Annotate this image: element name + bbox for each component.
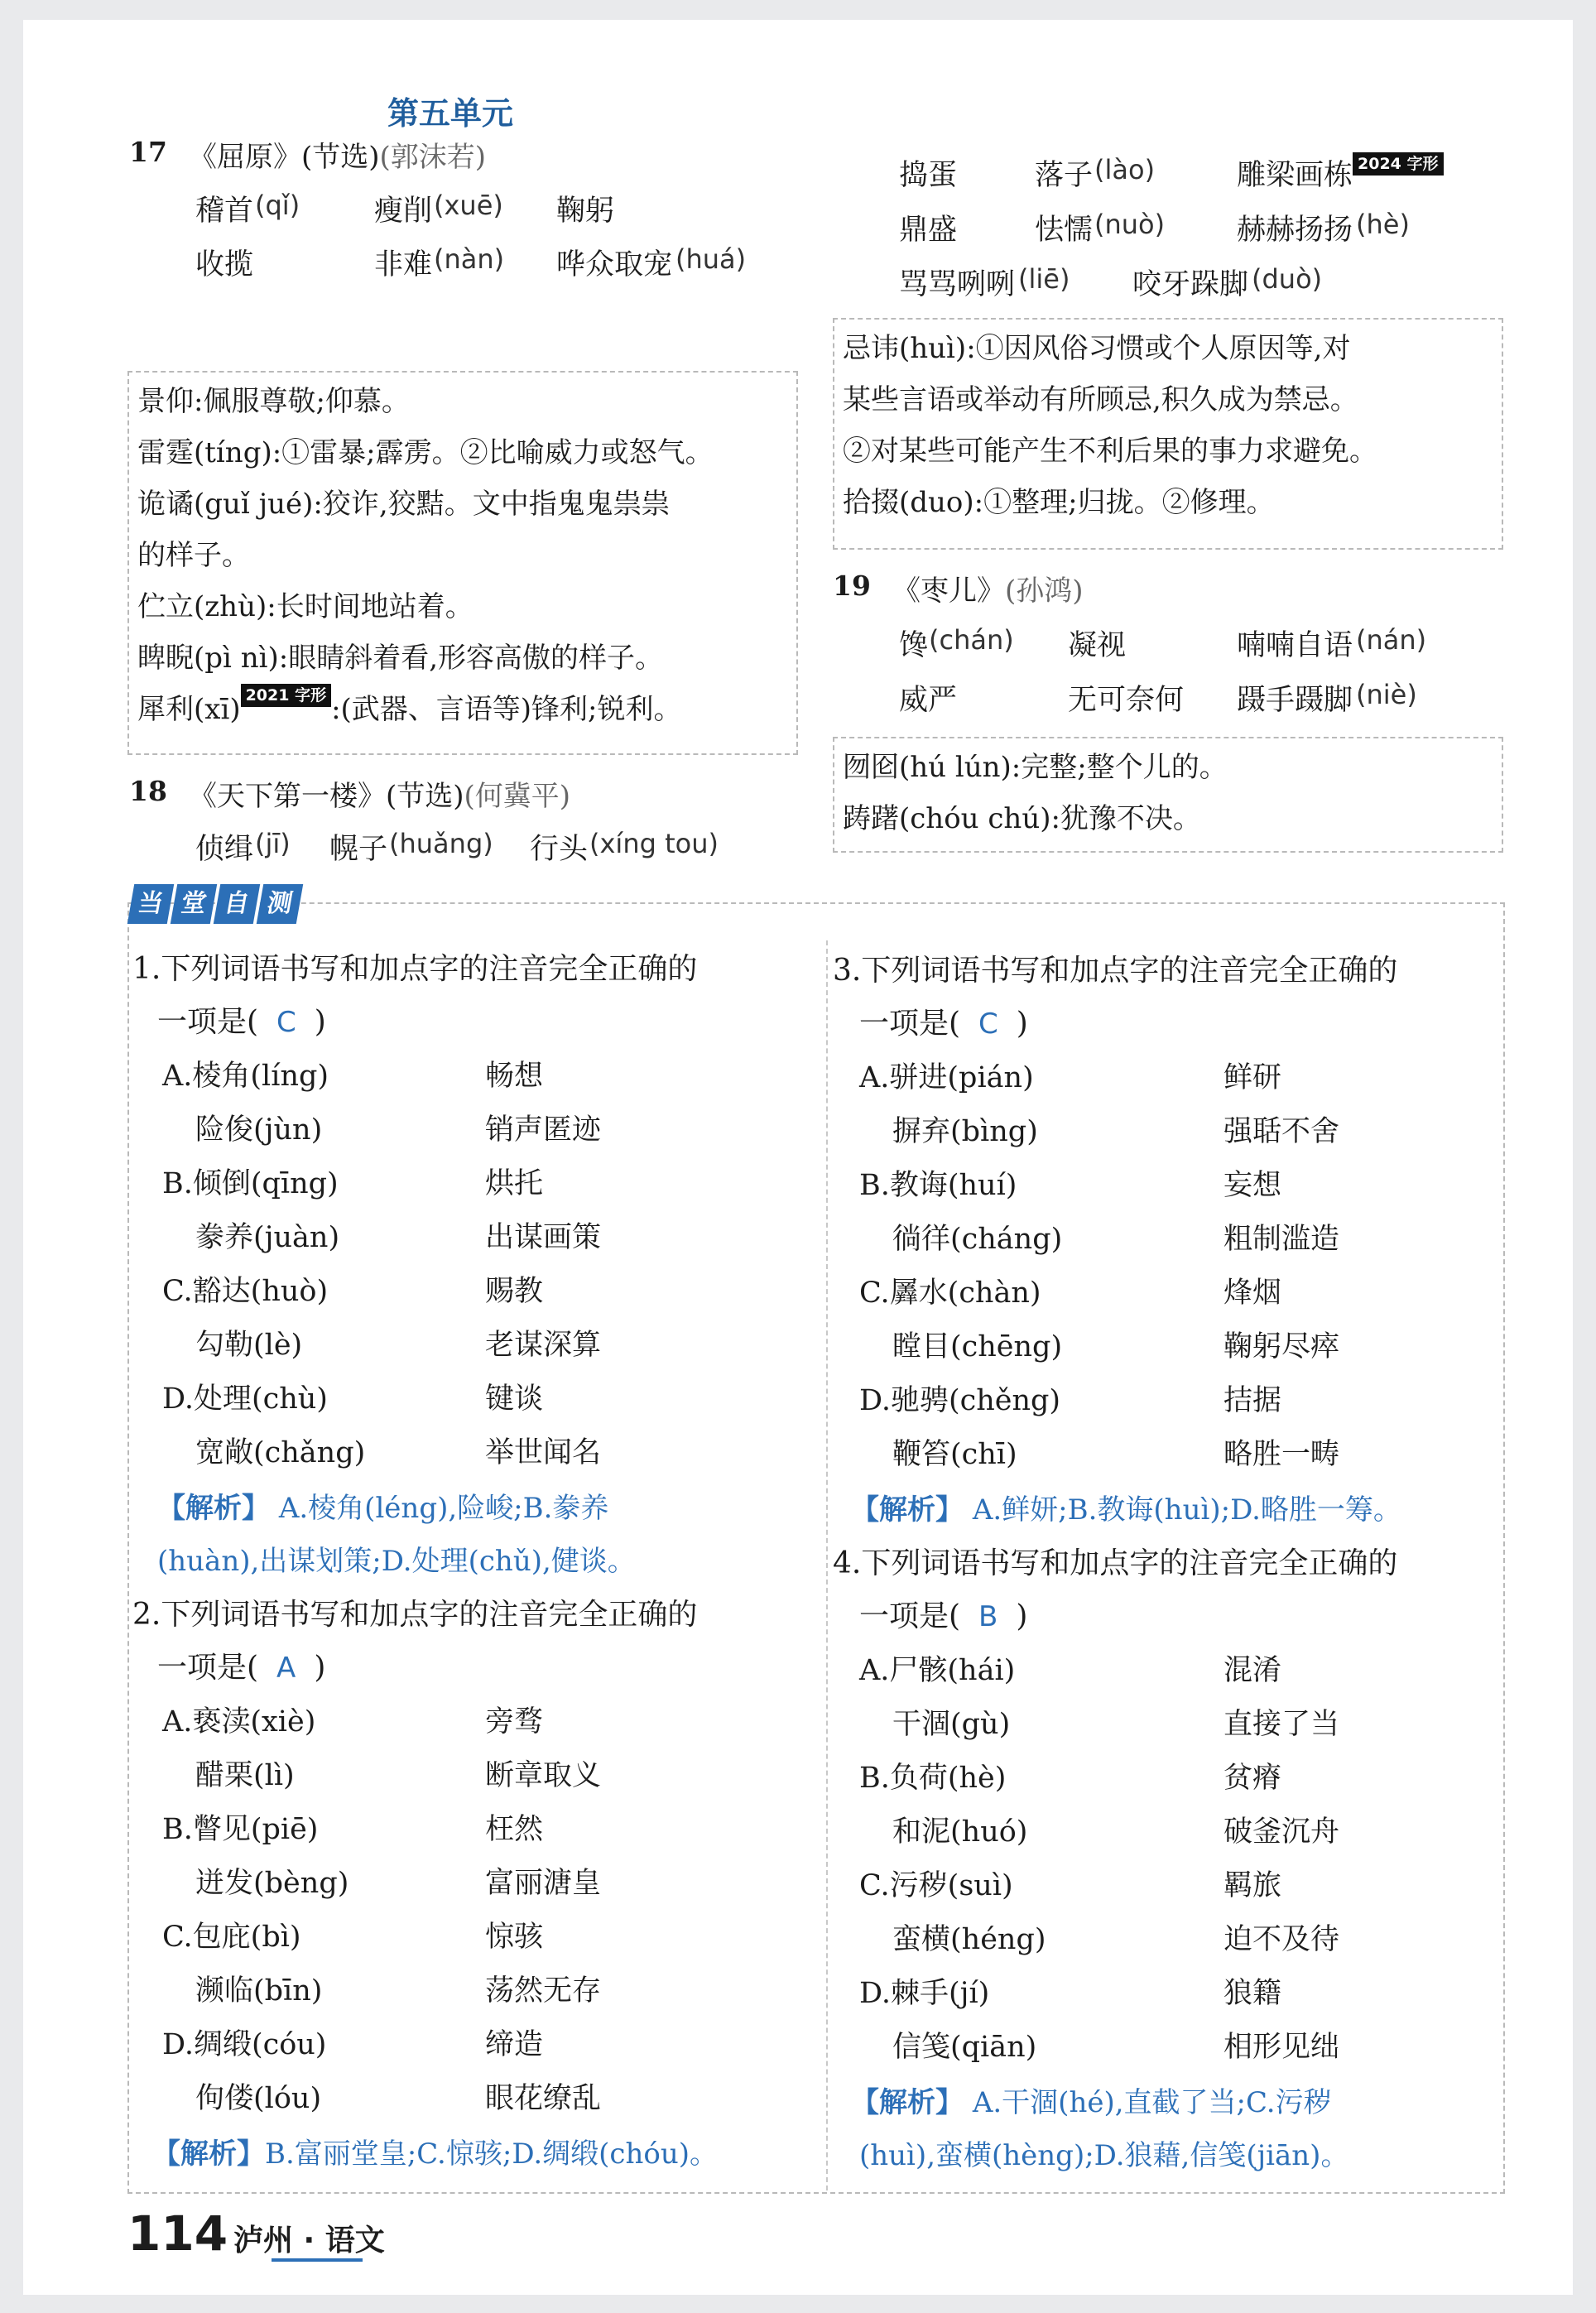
option: 勾勒(lè) bbox=[195, 1329, 303, 1362]
option: 老谋深算 bbox=[485, 1329, 602, 1362]
question-2-stem-line2: 一项是( A ) bbox=[157, 1651, 326, 1685]
word-pinyin: (duò) bbox=[1252, 263, 1323, 295]
question-1-stem-line2: 一项是( C ) bbox=[157, 1005, 326, 1039]
word-item: 幌子 bbox=[329, 833, 388, 866]
option: B.教诲(huí) bbox=[859, 1169, 1017, 1202]
option: 混淆 bbox=[1223, 1654, 1282, 1687]
option: A.棱角(líng) bbox=[162, 1060, 329, 1093]
option: 狼籍 bbox=[1223, 1977, 1282, 2010]
option: 鲜研 bbox=[1223, 1061, 1282, 1094]
textbook-page bbox=[23, 20, 1573, 2295]
definition-line: 的样子。 bbox=[137, 539, 250, 572]
option: 惊骇 bbox=[485, 1921, 544, 1954]
option: 销声匿迹 bbox=[485, 1113, 602, 1147]
definition-line: 囫囵(hú lún):完整;整个儿的。 bbox=[843, 751, 1228, 784]
option: 烽烟 bbox=[1223, 1277, 1282, 1310]
option: 徜徉(cháng) bbox=[892, 1223, 1063, 1256]
lesson-19-author: (孙鸿) bbox=[1005, 575, 1084, 608]
definition-line: ②对某些可能产生不利后果的事力求避免。 bbox=[843, 435, 1377, 468]
option: 富丽溏皇 bbox=[485, 1867, 602, 1900]
option: 瞠目(chēng) bbox=[892, 1330, 1063, 1363]
word-item: 非难 bbox=[374, 248, 433, 281]
option: 断章取义 bbox=[485, 1759, 602, 1792]
word-pinyin: (hè) bbox=[1356, 209, 1410, 240]
definition-line: 忌讳(huì):①因风俗习惯或个人原因等,对 bbox=[843, 332, 1351, 365]
option: C.污秽(suì) bbox=[859, 1869, 1013, 1902]
option: 强聒不舍 bbox=[1223, 1115, 1340, 1148]
badge-2021: 2021 字形 bbox=[241, 684, 332, 707]
option: 羁旅 bbox=[1223, 1869, 1282, 1902]
option: C.豁达(huò) bbox=[162, 1275, 329, 1308]
badge-2024: 2024 字形 bbox=[1353, 152, 1444, 176]
option: C.包庇(bì) bbox=[162, 1921, 301, 1954]
word-item: 哗众取宠 bbox=[556, 248, 673, 281]
option: B.瞥见(piē) bbox=[162, 1813, 319, 1846]
self-test-char: 自 bbox=[214, 884, 260, 924]
word-pinyin: (chán) bbox=[929, 624, 1014, 656]
definition-line: 某些言语或举动有所顾忌,积久成为禁忌。 bbox=[843, 383, 1358, 416]
word-item: 蹑手蹑脚 bbox=[1237, 684, 1353, 717]
word-item: 收揽 bbox=[195, 248, 254, 281]
word-item: 怯懦 bbox=[1035, 214, 1094, 247]
lesson-19-heading bbox=[892, 568, 1084, 608]
lesson-17-author: (郭沫若) bbox=[379, 141, 487, 174]
option: 旁骛 bbox=[485, 1705, 544, 1738]
definition-text: :(武器、言语等)锋利;锐利。 bbox=[331, 693, 682, 726]
definition-line bbox=[137, 684, 788, 735]
lesson-17-heading bbox=[189, 134, 486, 175]
word-item: 咬牙跺脚 bbox=[1132, 268, 1249, 301]
option: A.亵渎(xiè) bbox=[162, 1705, 316, 1738]
question-4-analysis-line2: (huì),蛮横(hèng);D.狼藉,信笺(jiān)。 bbox=[859, 2139, 1349, 2172]
definition-line: 踌躇(chóu chú):犹豫不决。 bbox=[843, 802, 1201, 835]
word-item: 馋 bbox=[899, 629, 929, 662]
definition-line: 伫立(zhù):长时间地站着。 bbox=[137, 590, 474, 623]
question-4-answer: B bbox=[978, 1600, 998, 1633]
column-divider bbox=[826, 940, 828, 2190]
word-item: 凝视 bbox=[1068, 629, 1127, 662]
option: 迸发(bèng) bbox=[195, 1867, 349, 1900]
word-item: 喃喃自语 bbox=[1237, 629, 1353, 662]
self-test-char: 当 bbox=[127, 884, 174, 924]
self-test-banner bbox=[131, 884, 300, 926]
word-pinyin: (huá) bbox=[675, 243, 747, 275]
word-item: 鼎盛 bbox=[899, 214, 958, 247]
lesson-18-number: 18 bbox=[129, 775, 167, 807]
option: A.尸骸(hái) bbox=[859, 1654, 1016, 1687]
option: 眼花缭乱 bbox=[485, 2082, 602, 2115]
word-pinyin: (liē) bbox=[1018, 263, 1070, 295]
question-1-stem: 1.下列词语书写和加点字的注音完全正确的 bbox=[132, 952, 698, 986]
option: 信笺(qiān) bbox=[892, 2031, 1037, 2064]
option: 濒临(bīn) bbox=[195, 1974, 323, 2008]
question-4-stem: 4.下列词语书写和加点字的注音完全正确的 bbox=[833, 1546, 1398, 1580]
word-item: 雕梁画栋 2024 字形 bbox=[1237, 152, 1444, 194]
lesson-19-number: 19 bbox=[833, 570, 871, 602]
option: 略胜一畴 bbox=[1223, 1438, 1340, 1471]
footer-label: 泸州 · 语文 bbox=[233, 2224, 385, 2258]
option: 荡然无存 bbox=[485, 1974, 602, 2008]
word-pinyin: (xuē) bbox=[434, 190, 503, 221]
option: 摒弃(bìng) bbox=[892, 1115, 1038, 1148]
question-1-analysis: 【解析】 A.棱角(léng),险峻;B.豢养 bbox=[157, 1492, 609, 1525]
option: 和泥(huó) bbox=[892, 1815, 1028, 1849]
word-item: 落子 bbox=[1035, 159, 1094, 192]
word-item: 骂骂咧咧 bbox=[899, 268, 1016, 301]
page-number: 114 bbox=[127, 2205, 228, 2262]
question-4-stem-line2: 一项是( B ) bbox=[859, 1599, 1028, 1633]
word-item: 瘦削 bbox=[374, 195, 433, 228]
option: 相形见绌 bbox=[1223, 2031, 1340, 2064]
option: 妄想 bbox=[1223, 1169, 1282, 1202]
option: C.羼水(chàn) bbox=[859, 1277, 1041, 1310]
question-4-analysis: 【解析】 A.干涸(hé),直截了当;C.污秽 bbox=[851, 2086, 1332, 2119]
lesson-19-definitions bbox=[833, 737, 1503, 853]
option: 鞭笞(chī) bbox=[892, 1438, 1017, 1471]
word-item: 鞠躬 bbox=[556, 195, 615, 228]
word-pinyin: (xíng tou) bbox=[589, 828, 719, 859]
lesson-17-number: 17 bbox=[129, 136, 167, 168]
definition-line: 诡谲(guǐ jué):狡诈,狡黠。文中指鬼鬼祟祟 bbox=[137, 488, 670, 521]
option: 迫不及待 bbox=[1223, 1923, 1340, 1956]
option: D.棘手(jí) bbox=[859, 1977, 990, 2010]
lesson-18-title: 《天下第一楼》(节选) bbox=[189, 780, 464, 813]
option: 蛮横(héng) bbox=[892, 1923, 1046, 1956]
option: 枉然 bbox=[485, 1813, 544, 1846]
unit-title: 第五单元 bbox=[387, 94, 514, 132]
question-1-answer: C bbox=[276, 1006, 296, 1039]
definition-line: 拾掇(duo):①整理;归拢。②修理。 bbox=[843, 486, 1275, 519]
lesson-17-definitions bbox=[127, 371, 798, 755]
word-pinyin: (qǐ) bbox=[255, 190, 300, 221]
question-3-stem: 3.下列词语书写和加点字的注音完全正确的 bbox=[833, 954, 1398, 988]
footer-underline bbox=[272, 2258, 363, 2262]
option: 贫瘠 bbox=[1223, 1762, 1282, 1795]
word-pinyin: (nuò) bbox=[1094, 209, 1166, 240]
definition-line: 景仰:佩服尊敬;仰慕。 bbox=[137, 385, 410, 418]
option: 险俊(jùn) bbox=[195, 1113, 323, 1147]
option: 粗制滥造 bbox=[1223, 1223, 1340, 1256]
option: 烘托 bbox=[485, 1167, 544, 1200]
option: 举世闻名 bbox=[485, 1436, 602, 1469]
question-3-stem-line2: 一项是( C ) bbox=[859, 1007, 1028, 1041]
word-item: 赫赫扬扬 bbox=[1237, 214, 1353, 247]
lesson-18-author: (何冀平) bbox=[464, 780, 571, 813]
option: 出谋画策 bbox=[485, 1221, 602, 1254]
option: A.骈进(pián) bbox=[859, 1061, 1034, 1094]
word-pinyin: (nàn) bbox=[434, 243, 505, 275]
word-item: 稽首 bbox=[195, 195, 254, 228]
option: 干涸(gù) bbox=[892, 1708, 1011, 1741]
lesson-17-title: 《屈原》(节选) bbox=[189, 141, 380, 174]
question-1-analysis-line2: (huàn),出谋划策;D.处理(chǔ),健谈。 bbox=[157, 1545, 636, 1578]
option: B.倾倒(qīng) bbox=[162, 1167, 339, 1200]
word-item: 无可奈何 bbox=[1068, 684, 1185, 717]
question-3-answer: C bbox=[978, 1007, 998, 1041]
self-test-char: 测 bbox=[257, 884, 303, 924]
word-pinyin: (nán) bbox=[1356, 624, 1427, 656]
definition-term: 犀利(xī) bbox=[137, 693, 241, 726]
option: 豢养(juàn) bbox=[195, 1221, 340, 1254]
option: 畅想 bbox=[485, 1060, 544, 1093]
word-item: 侦缉 bbox=[195, 833, 254, 866]
option: 缔造 bbox=[485, 2028, 544, 2061]
word-pinyin: (jī) bbox=[255, 828, 291, 859]
lesson-18-definitions bbox=[833, 318, 1503, 550]
word-item: 捣蛋 bbox=[899, 159, 958, 192]
option: 宽敞(chǎng) bbox=[195, 1436, 366, 1469]
definition-line: 睥睨(pì nì):眼睛斜着看,形容高傲的样子。 bbox=[137, 642, 664, 675]
lesson-19-title: 《枣儿》 bbox=[892, 575, 1005, 608]
option: D.绸缎(cóu) bbox=[162, 2028, 327, 2061]
self-test-char: 堂 bbox=[171, 884, 217, 924]
question-2-stem: 2.下列词语书写和加点字的注音完全正确的 bbox=[132, 1598, 698, 1632]
option: 拮据 bbox=[1223, 1384, 1282, 1417]
word-pinyin: (huǎng) bbox=[389, 828, 493, 859]
option: 赐教 bbox=[485, 1275, 544, 1308]
option: 破釜沉舟 bbox=[1223, 1815, 1340, 1849]
question-2-analysis: 【解析】B.富丽堂皇;C.惊骇;D.绸缎(chóu)。 bbox=[152, 2137, 719, 2171]
definition-line: 雷霆(tíng):①雷暴;霹雳。②比喻威力或怒气。 bbox=[137, 436, 714, 469]
option: 鞠躬尽瘁 bbox=[1223, 1330, 1340, 1363]
option: 佝偻(lóu) bbox=[195, 2082, 322, 2115]
lesson-18-heading bbox=[189, 773, 570, 814]
word-pinyin: (lào) bbox=[1094, 154, 1156, 185]
word-item: 威严 bbox=[899, 684, 958, 717]
option: D.处理(chù) bbox=[162, 1383, 328, 1416]
question-3-analysis: 【解析】 A.鲜妍;B.教诲(huì);D.略胜一筹。 bbox=[851, 1493, 1401, 1527]
option: 直接了当 bbox=[1223, 1708, 1340, 1741]
option: D.驰骋(chěng) bbox=[859, 1384, 1061, 1417]
option: B.负荷(hè) bbox=[859, 1762, 1007, 1795]
option: 键谈 bbox=[485, 1383, 544, 1416]
option: 醋栗(lì) bbox=[195, 1759, 295, 1792]
word-item: 行头 bbox=[530, 833, 589, 866]
word-pinyin: (niè) bbox=[1356, 679, 1417, 710]
question-2-answer: A bbox=[276, 1652, 296, 1685]
